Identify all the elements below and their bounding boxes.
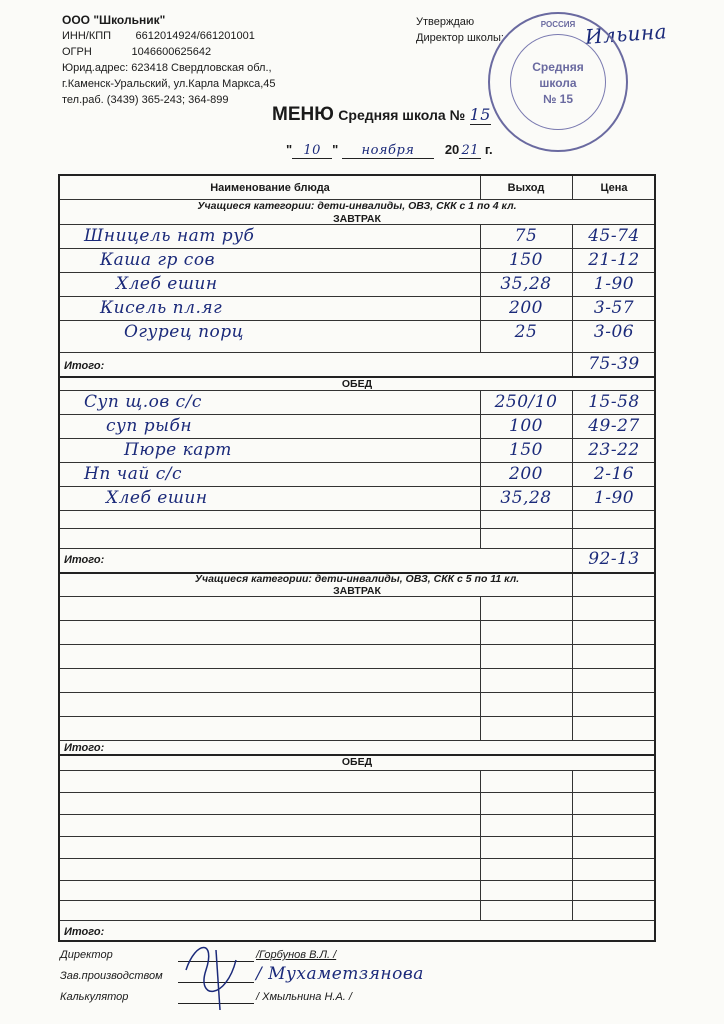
row-line: [60, 716, 654, 717]
date-month: ноября: [342, 143, 434, 159]
school-stamp: [488, 12, 628, 152]
header-dish: Наименование блюда: [210, 182, 330, 194]
row-line: [60, 740, 654, 741]
approve-title: Утверждаю: [416, 16, 475, 28]
title-sub: Средняя школа №: [338, 107, 466, 123]
row-line: [60, 792, 654, 793]
table-row-price: 23-22: [588, 440, 640, 460]
row-line: [60, 414, 654, 415]
table-row: Пюре карт: [124, 440, 232, 460]
lunch1-total: 92-13: [588, 549, 640, 569]
sig-calc-label: Калькулятор: [60, 991, 129, 1003]
sig-director-name: /Горбунов В.Л. /: [256, 949, 337, 961]
lunch2-total-label: Итого:: [64, 926, 105, 938]
menu-date: " 10 " ноября 20 21 г.: [286, 142, 493, 158]
row-line: [60, 836, 654, 837]
table-row-price: 21-12: [588, 250, 640, 270]
stamp-line1: Средняя: [532, 60, 584, 74]
table-row: Хлеб ешин: [106, 488, 208, 508]
director-signature: Ильина: [584, 19, 668, 49]
row-line: [60, 248, 654, 249]
stamp-top-text: РОССИЯ: [540, 20, 576, 29]
lunch1-total-label: Итого:: [64, 554, 105, 566]
page-title: [272, 104, 491, 126]
breakfast1-total: 75-39: [588, 354, 640, 374]
section1-title: Учащиеся категории: дети-инвалиды, ОВЗ, СКК с 1 по 4 кл.: [197, 200, 517, 212]
row-line: [60, 644, 654, 645]
breakfast1-label: ЗАВТРАК: [333, 213, 381, 225]
org-phone: тел.раб. (3439) 365-243; 364-899: [62, 94, 229, 106]
lunch2-label: ОБЕД: [341, 756, 373, 768]
row-line: [60, 900, 654, 901]
table-row-output: 250/10: [494, 392, 558, 412]
row-line: [60, 438, 654, 439]
table-row-output: 35,28: [500, 488, 552, 508]
org-name: ООО "Школьник": [62, 13, 166, 27]
org-inn: [62, 28, 276, 44]
date-year-prefix: 20: [444, 142, 460, 157]
table-row-price: 49-27: [588, 416, 640, 436]
row-line: [60, 548, 654, 549]
lunch1-label: ОБЕД: [341, 378, 373, 390]
stamp-line2: школа: [539, 76, 577, 90]
table-row: Суп щ.ов с/с: [84, 392, 202, 412]
row-line: [60, 770, 654, 771]
inn-label: ИНН/КПП: [62, 30, 112, 42]
table-row: Шницель нат руб: [84, 226, 255, 246]
row-line: [60, 352, 654, 353]
table-row: суп рыбн: [106, 416, 193, 436]
row-line: [60, 692, 654, 693]
row-line: [60, 224, 654, 225]
table-row: Нп чай с/с: [84, 464, 183, 484]
ogrn-value: 1046600625642: [131, 46, 212, 58]
col-divider: [572, 572, 573, 740]
table-row: Каша гр сов: [100, 250, 215, 270]
table-row-price: 1-90: [593, 274, 635, 294]
header-price: Цена: [600, 182, 628, 194]
row-line: [60, 814, 654, 815]
table-row-price: 3-06: [593, 322, 635, 342]
org-address-2: г.Каменск-Уральский, ул.Карла Маркса,45: [62, 78, 276, 90]
approve-director-label: Директор школы:: [416, 32, 504, 44]
stamp-line3: № 15: [542, 92, 574, 106]
section2-title: Учащиеся категории: дети-инвалиды, ОВЗ, СКК с 5 по 11 кл.: [194, 573, 520, 585]
sig-director-label: Директор: [60, 949, 113, 961]
table-row-output: 35,28: [500, 274, 552, 294]
date-day: 10: [292, 143, 332, 159]
table-row-output: 75: [514, 226, 538, 246]
breakfast1-total-label: Итого:: [64, 360, 105, 372]
table-row: Кисель пл.яг: [100, 298, 223, 318]
row-line: [60, 620, 654, 621]
org-ogrn: [62, 44, 276, 60]
row-line: [60, 880, 654, 881]
date-year-suffix: 21: [459, 143, 481, 159]
row-line: [60, 462, 654, 463]
row-line: [60, 510, 654, 511]
table-row-price: 2-16: [593, 464, 635, 484]
header-output: Выход: [507, 182, 545, 194]
row-line: [60, 320, 654, 321]
row-line: [60, 296, 654, 297]
row-line: [60, 390, 654, 391]
row-line: [60, 272, 654, 273]
row-line: [60, 528, 654, 529]
table-row-output: 100: [509, 416, 543, 436]
signature-scribble: [176, 930, 256, 1014]
breakfast2-total-label: Итого:: [64, 742, 105, 754]
title-main: МЕНЮ: [272, 104, 334, 125]
sig-production-name: / Мухаметзянова: [256, 964, 424, 984]
table-row-price: 45-74: [588, 226, 640, 246]
table-row-output: 25: [514, 322, 538, 342]
menu-table: [58, 174, 656, 942]
approve-block: [416, 14, 504, 46]
table-row-output: 150: [509, 250, 543, 270]
table-row-price: 15-58: [588, 392, 640, 412]
org-header: [62, 12, 276, 108]
table-row: Огурец порц: [124, 322, 245, 342]
breakfast2-label: ЗАВТРАК: [333, 585, 381, 597]
row-line: [60, 920, 654, 921]
row-line: [60, 668, 654, 669]
sig-calc-name: / Хмыльнина Н.А. /: [256, 991, 352, 1003]
title-school-number: 15: [469, 105, 491, 124]
table-row-output: 200: [509, 298, 543, 318]
ogrn-label: ОГРН: [62, 46, 92, 58]
row-line: [60, 858, 654, 859]
inn-value: 6612014924/661201001: [135, 30, 255, 42]
row-line: [60, 596, 654, 597]
table-row-price: 1-90: [593, 488, 635, 508]
org-address-1: Юрид.адрес: 623418 Свердловская обл.,: [62, 62, 272, 74]
row-line: [60, 486, 654, 487]
table-row-output: 150: [509, 440, 543, 460]
table-row: Хлеб ешин: [116, 274, 218, 294]
table-row-price: 3-57: [593, 298, 635, 318]
date-g: г.: [484, 142, 493, 157]
sig-production-label: Зав.производством: [60, 970, 163, 982]
table-row-output: 200: [509, 464, 543, 484]
